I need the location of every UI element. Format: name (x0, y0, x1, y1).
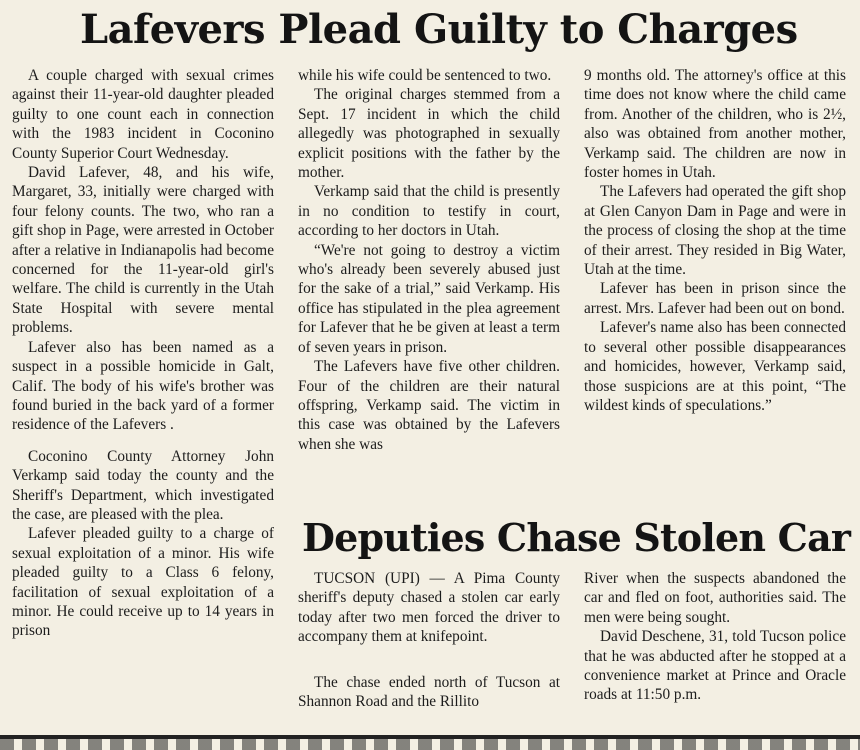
story2-column-2 (584, 569, 846, 705)
paragraph: Verkamp said that the child is presently in no condition to testify in court, according to her doctors in Utah. (298, 183, 560, 240)
paragraph: The chase ended north of Tucson at Shannon Road and the Rillito (298, 673, 560, 711)
cropped-next-headline (0, 739, 860, 750)
paragraph: David Deschene, 31, told Tucson police that he was abducted after he stopped at a convenience market at Prince and Oracle roads at 11:50 p.m. (584, 628, 846, 704)
story1-column-2 (298, 66, 560, 454)
paragraph-continuation: 9 months old. The attorney's office at this time does not know where the child came from. Another of the children, who is 2½, also was obtained from another mother, Verkamp said. The children are now in foster homes in Utah. (584, 67, 846, 182)
paragraph: TUCSON (UPI) — A Pima County sheriff's deputy chased a stolen car early today after two men forced the driver to accompany them at knifepoint. (298, 570, 560, 646)
paragraph-continuation: while his wife could be sentenced to two. (298, 67, 552, 84)
paragraph: The Lafevers had operated the gift shop at Glen Canyon Dam in Page and were in the process of closing the shop at the time of their arrest. They resided in Big Water, Utah at the time. (584, 183, 846, 279)
paragraph-continuation: River when the suspects abandoned the car and fled on foot, authorities said. The men were being sought. (584, 570, 846, 626)
headline-deputies: Deputies Chase Stolen Car (302, 515, 851, 560)
paragraph: The original charges stemmed from a Sept. 17 incident in which the child allegedly was photographed in sexually explicit positions with the father by the mother. (298, 86, 560, 182)
story2-column-1 (298, 569, 560, 711)
paragraph: “We're not going to destroy a victim who's already been severely abused just for the sake of a trial,” said Verkamp. His office has stipulated in the plea agreement for Lafever that he be given at least a term of seven years in prison. (298, 241, 560, 356)
paragraph: David Lafever, 48, and his wife, Margaret, 33, initially were charged with four felony counts. The two, who ran a gift shop in Page, were arrested in October after a relative in Indianapolis had become concerned for the 11-year-old girl's welfare. The child is currently in the Utah State Hospital with severe mental problems. (12, 164, 274, 337)
headline-lafevers: Lafevers Plead Guilty to Charges (80, 6, 798, 53)
paragraph: A couple charged with sexual crimes against their 11-year-old daughter pleaded guilty to one count each in connection with the 1983 incident in Coconino County Superior Court Wednesday. (12, 67, 274, 162)
paragraph: The Lafevers have five other children. Four of the children are their natural offspring, Verkamp said. The victim in this case was obtained by the Lafevers when she was (298, 358, 560, 453)
story1-column-1 (12, 66, 274, 641)
story1-column-3 (584, 66, 846, 415)
paragraph: Coconino County Attorney John Verkamp said today the county and the Sheriff's Department, which investigated the case, are pleased with the plea. (12, 447, 274, 523)
paragraph: Lafever has been in prison since the arrest. Mrs. Lafever had been out on bond. (584, 280, 846, 317)
paragraph: Lafever pleaded guilty to a charge of sexual exploitation of a minor. His wife pleaded guilty to a Class 6 felony, facilitation of sexual exploitation of a minor. He could receive up to 14 years in prison (12, 525, 274, 640)
paragraph: Lafever also has been named as a suspect in a possible homicide in Galt, Calif. The body of his wife's brother was found buried in the back yard of a former residence of the Lafevers . (12, 338, 274, 434)
paragraph: Lafever's name also has been connected to several other possible disappearances and homicides, however, Verkamp said, those suspicions are at this point, “The wildest kinds of speculations.” (584, 319, 846, 414)
